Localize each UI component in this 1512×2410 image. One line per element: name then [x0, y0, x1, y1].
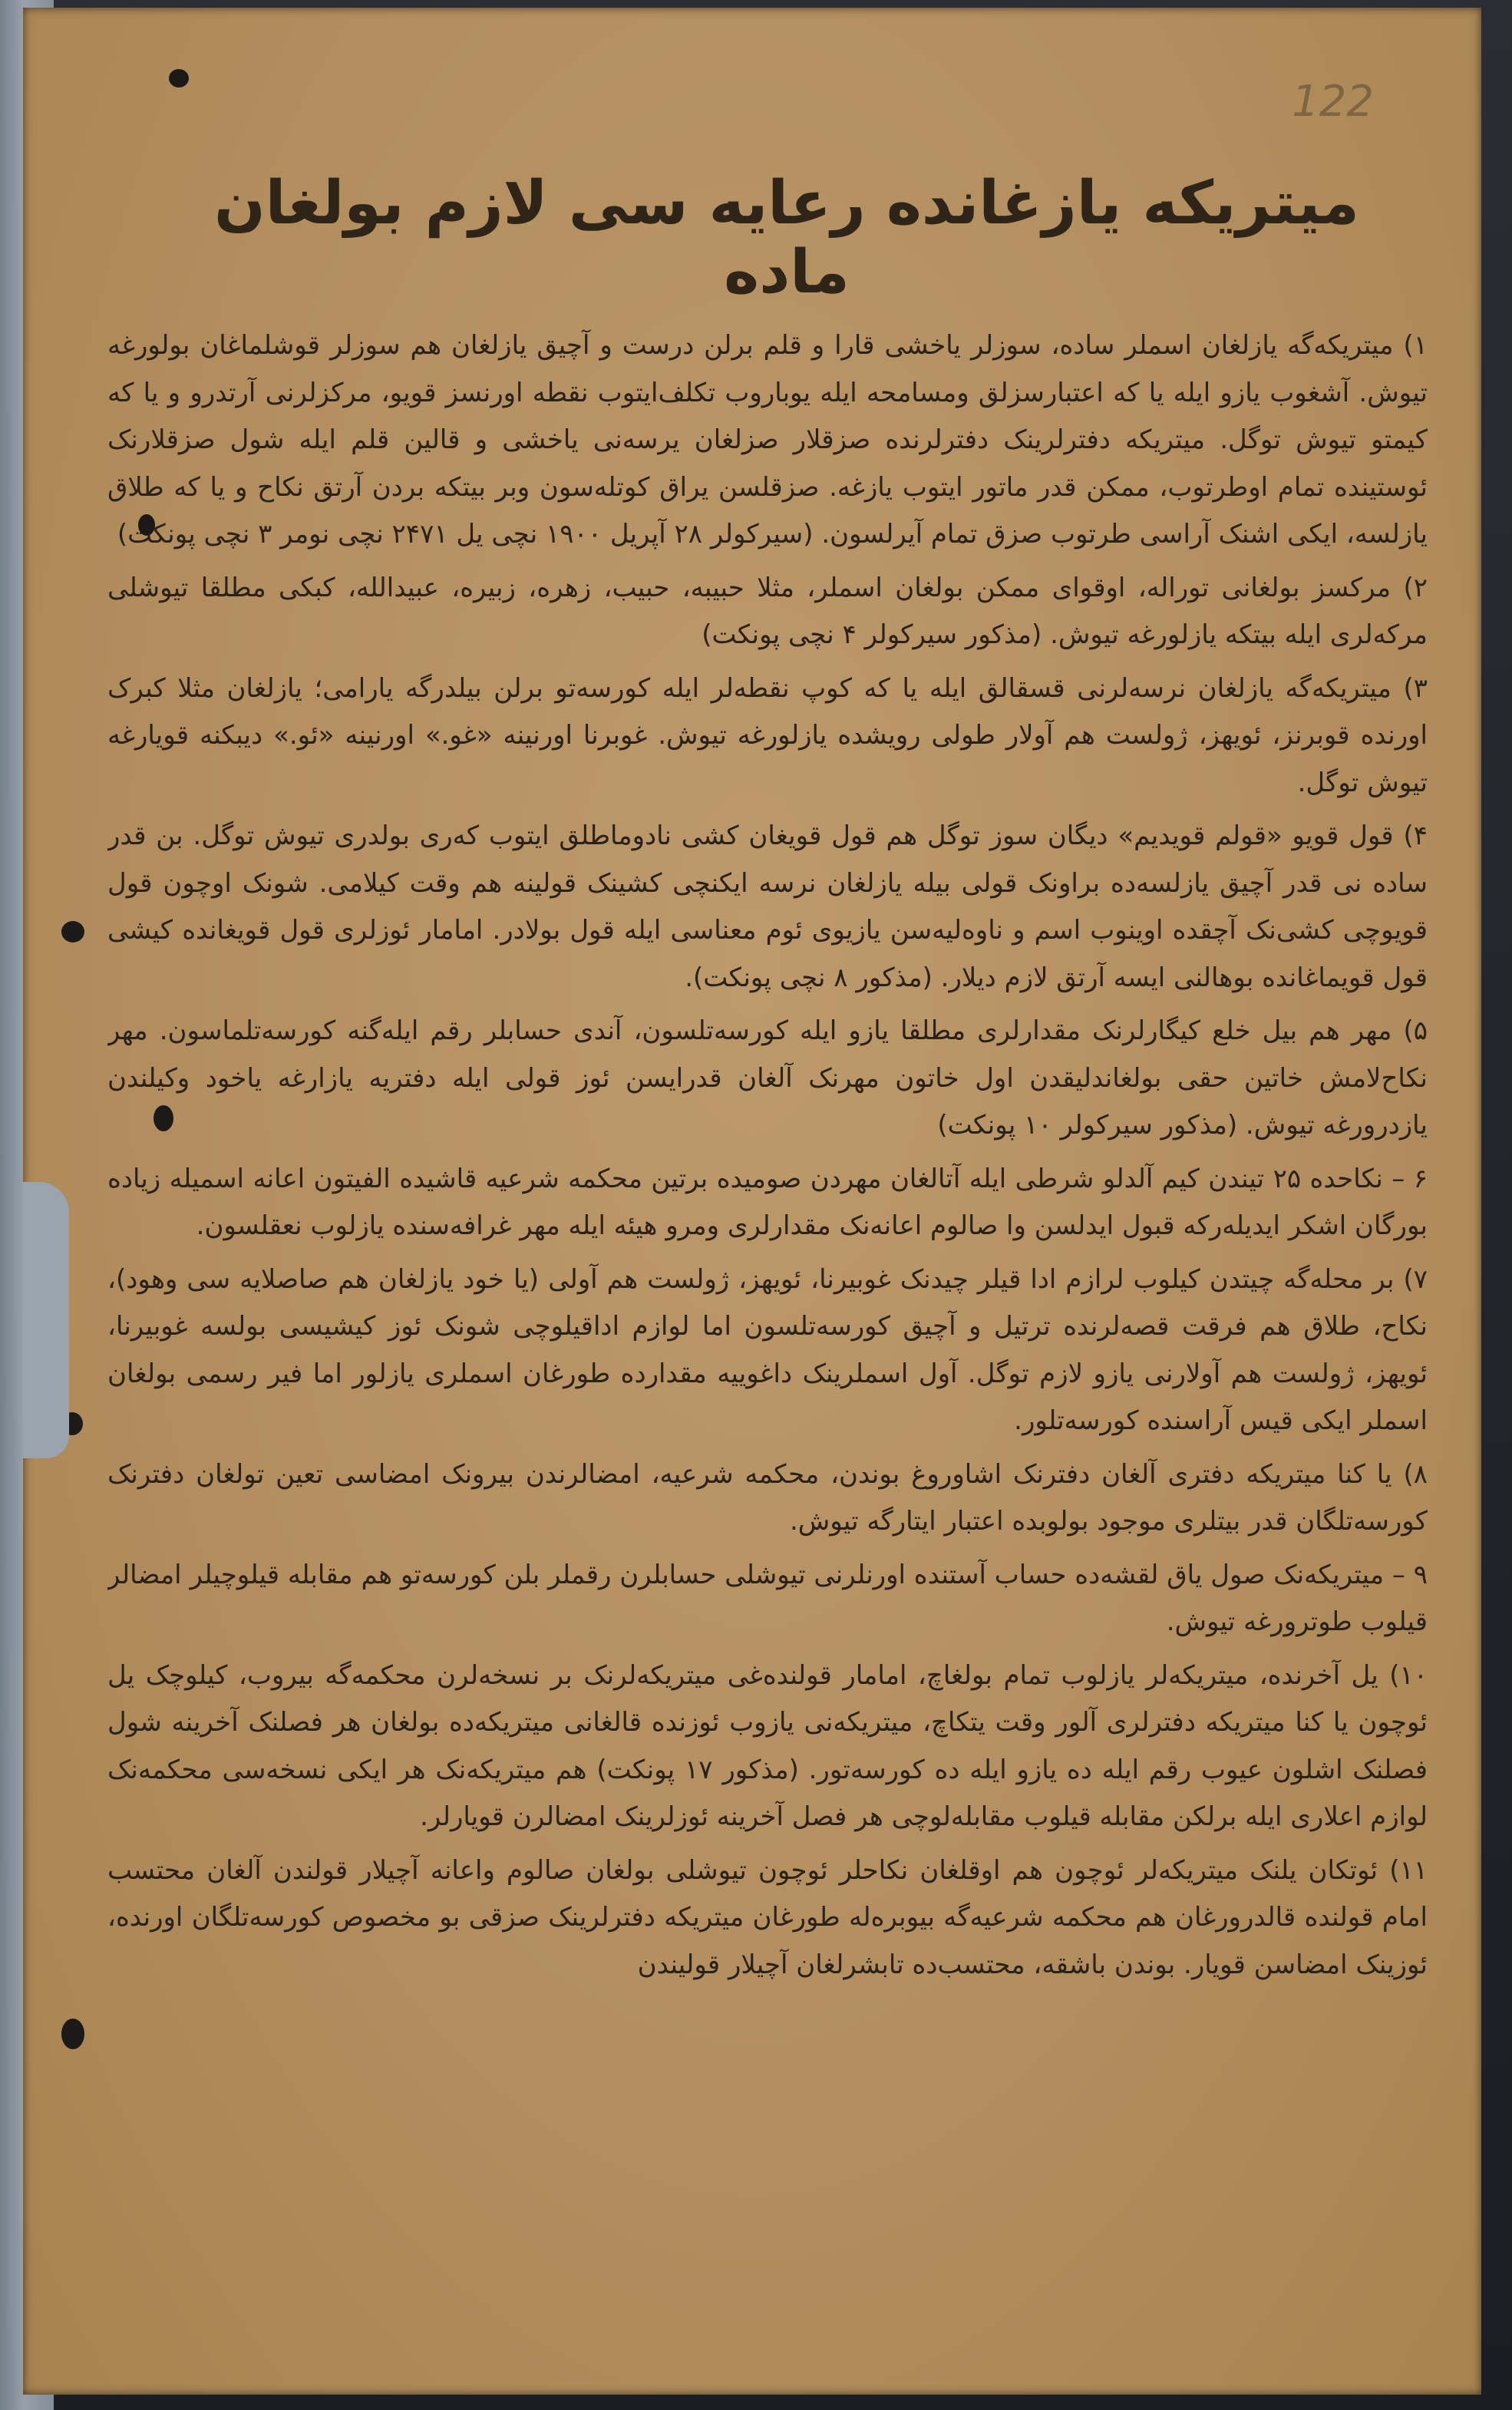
punch-hole [61, 921, 84, 943]
punch-hole [61, 2019, 84, 2049]
article-9: ۹ – میتریکه‌نک صول یاق لقشه‌ده حساب آستنده اورنلرنی تیوشلی حسابلرن رقملر بلن کورسه‌تو هم مقابله قیلوچیلر امضالر قیلوب طوترورغه تیوش. [107, 1559, 1428, 1637]
article-3: ۳) میتریکه‌گه یازلغان نرسه‌لرنی قسقالق ایله یا که کوپ نقطه‌لر ایله کورسه‌تو برلن بیلدرگه یارامی؛ یازلغان مثلا کبرک اورنده قوبرنز، ئویهز، ژولست هم آولار طولی رویشده یازلورغه تیوش. غوبرنا اورنینه «غو.» اورنینه «ئو.» دیبکنه قویارغه تیوش توگل. [107, 672, 1428, 798]
document-body [107, 322, 1428, 2372]
article-7: ۷) بر محله‌گه چیتدن کیلوب لرازم ادا قیلر چیدنک غوبیرنا، ئویهز، ژولست هم آولی (یا خود یازلغان هم صاصلایه سی وهود)، نکاح، طلاق هم فرقت قصه‌لرنده ترتیل و آچیق کورسه‌تلسون اما لوازم اداقیلوچی شونک ئوز کیشیسی بولسه غوبیرنا، ئویهز، ژولست هم آولارنی یازو لازم توگل. آول اسملرینک داغوییه مقدارده طورغان اسملری یازلور اما فیر رسمی بولغان اسملر ایکی قیس آراسنده کورسه‌تلور. [107, 1263, 1428, 1436]
article-6: ۶ – نکاحده ۲۵ تیندن کیم آلدلو شرطی ایله آتالغان مهردن صومیده برتین محکمه شرعیه قاشیده الفیتون اعانه اسمیله زیاده‌ بورگان اشکر ایدیله‌رکه قبول ایدلسن وا صالوم اعانه‌نک مقدارلری ومرو هیئه ایله مهر غرافه‌سنده یازلوب نعقلسون. [107, 1163, 1428, 1241]
page-number: 122 [1292, 77, 1374, 127]
article-10: ۱۰) یل آخرنده، میتریکه‌لر یازلوب تمام بولغاچ، امامار قولنده‌غی میتریکه‌لرنک بر نسخه‌لرن محکمه‌گه بیروب، کیلوچک یل ئوچون یا کنا میتریکه دفترلری آلور وقت یتکاچ، میتریکه‌نی یازوب ئوزنده قالغانی میتریکه‌ده بولغان هر فصلنک آخرینه شول فصلنک اشلون عیوب رقم ایله ده یازو ایله ده کورسه‌تور. (مذکور ۱۷ پونکت) هم میتریکه‌نک هر ایکی نسخه‌سی محکمه‌نک لوازم اعلاری ایله بر‌لکن مقابله قیلوب مقابله‌لوچی هر فصل آخرینه ئوزلرینک امضالرن قویارلر. [107, 1659, 1428, 1832]
document-page [23, 8, 1481, 2395]
article-2: ۲) مرکسز بولغانی توراله، اوقوای ممکن بولغان اسملر، مثلا حبیبه، حبیب، زهره، زبیره، عبیدالله، کبکی مطلقا تیوشلی مرکه‌لری ایله بیتکه یازلورغه تیوش. (مذکور سیرکولر ۴ نچی پونکت) [107, 572, 1428, 650]
article-5: ۵) مهر هم بیل خلع کیگارلرنک مقدارلری مطلقا یازو ایله کورسه‌تلسون، آندی حسابلر رقم ایله‌گنه کورسه‌تلماسون. مهر نکاح‌لامش خاتین حقی بولغاندلیقدن اول خاتون مهرنک آلغان قدرایسن ئوز قولی ایله دفتریه یازارغه یاخود وکیلندن یازدرورغه تیوش. (مذکور سیرکولر ۱۰ پونکت) [107, 1015, 1428, 1141]
article-11: ۱۱) ئوتکان یلنک میتریکه‌لر ئوچون هم اوقلغان نکاحلر ئوچون تیوشلی بولغان صالوم واعانه آچیلار قولندن آلغان محتسب امام قولنده قالدرورغان هم محکمه شرعیه‌گه بیوبره‌له طورغان میتریکه دفترلرینک صزقی بو مخصوص کورسه‌تلگان اورنده، ئوزینک امضاسن قویار. بوندن باشقه، محتسب‌ده تابشرلغان آچیلار قولیندن [107, 1854, 1428, 1980]
article-1: ۱) میتریکه‌گه یازلغان اسملر ساده، سوزلر یاخشی قارا و قلم برلن درست و آچیق یازلغان هم سوزلر قوشلماغان بولورغه تیوش. آشغوب یازو ایله یا که اعتبارسزلق ومسامحه ایله یوباروب تکلف‌ایتوب نقطه اورنسز قویو، مرکزلرنی آرتدرو و یا که کیمتو تیوش توگل. میتریکه دفترلرینک دفترلرنده صزقلار صزلغان یرسه‌نی یاخشی و قالین قلم ایله شول صزقلارنک ئوستینده تمام اوطرتوب، ممکن قدر ماتور ایتوب یازغه. صزقلسن یراق کوتله‌سون وبر بیتکه بردن آرتق نکاح و یا که طلاق یازلسه، ایکی اشنک آراسی طرتوب صزق تمام آیرلسون. (سیرکولر ۲۸ آپریل ۱۹۰۰ نچی یل ۲۴۷۱ نچی نومر ۳ نچی پونکت) [107, 330, 1428, 550]
article-4: ۴) قول قویو «قولم قویدیم» دیگان سوز توگل هم قول قویغان کشی نادوماطلق ایتوب که‌ری بولدری تیوش توگل. بن قدر ساده نی قدر آچیق یازلسه‌ده براونک قولی بیله یازلغان نرسه ایکنچی کشینک قولینه هم وقت کیلامی. شونک اوچون قول قویوچی کشی‌نک آچقده اوینوب اسم و ناوه‌لیه‌سن یازیوی ئوم معناسی ایله قول بولادر. امامار ئوزلری قول قویغانده کیشی قول قویماغانده بوهالنی ایسه آرتق لازم دیلار. (مذکور ۸ نچی پونکت). [107, 820, 1428, 993]
article-8: ۸) یا کنا میتریکه دفتری آلغان دفترنک اشاوروغ بوندن، محکمه شرعیه، امضالرندن بیرونک امضاسی تعین تولغان دفترنک کورسه‌تلگان قدر بیتلری موجود بولوبده اعتبار ایتارگه تیوش. [107, 1458, 1428, 1537]
page-title: میتریکه یازغانده رعایه سی لازم بولغان ماده [214, 169, 1359, 307]
torn-edge [23, 1182, 69, 1458]
punch-hole [169, 69, 189, 87]
